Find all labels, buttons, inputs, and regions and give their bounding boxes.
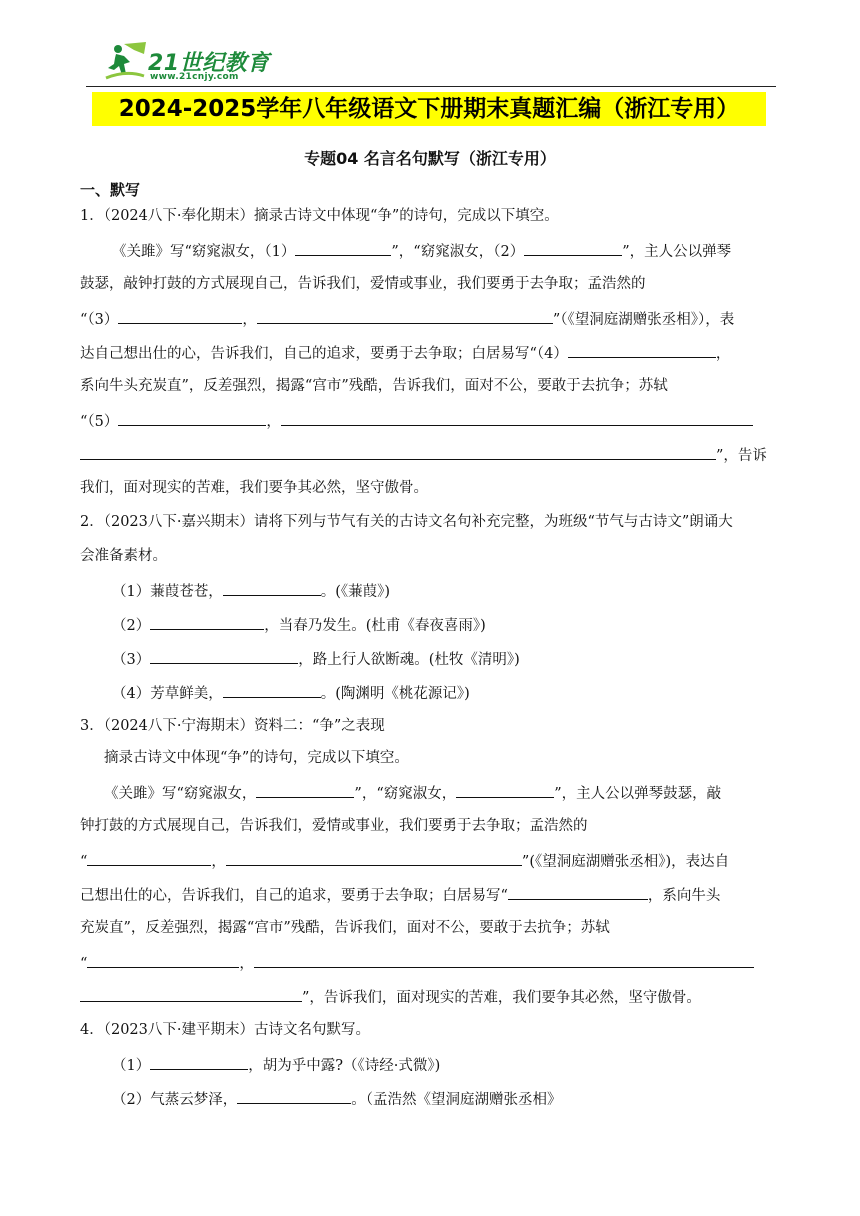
q1-text: ， [266, 414, 281, 430]
q1-line7 [80, 444, 767, 466]
q1-text: “（3） [80, 312, 119, 328]
q2-text: （1）蒹葭苍苍， [112, 584, 223, 600]
q1-text: ， [242, 312, 257, 328]
q3-line4 [80, 884, 720, 906]
q3-text: ”，主人公以弹琴鼓瑟，敲 [554, 786, 722, 802]
q1-head: 1．（2024八下·奉化期末）摘录古诗文中体现“争”的诗句，完成以下填空。 [80, 208, 559, 224]
q3-text: ”(《望洞庭湖赠张丞相》)，表达自 [521, 854, 730, 870]
q4-text: （2）气蒸云梦泽， [112, 1092, 238, 1108]
q3-text: “ [80, 956, 88, 972]
q3-text: ”，“窈窕淑女， [354, 786, 457, 802]
q2-item2 [112, 614, 486, 636]
fill-blank[interactable] [118, 308, 242, 324]
fill-blank[interactable] [118, 410, 266, 426]
fill-blank[interactable] [254, 952, 754, 968]
q1-text: ”（《望洞庭湖赠张丞相》），表 [552, 312, 735, 328]
q2-head: 2．（2023八下·嘉兴期末）请将下列与节气有关的古诗文名句补充完整，为班级“节气与古诗文”朗诵大 [80, 514, 733, 530]
q3-line7 [80, 986, 701, 1008]
logo-url: www.21cnjy.com [150, 72, 239, 82]
q4-item2 [112, 1088, 561, 1110]
fill-blank[interactable] [223, 682, 321, 698]
q3-text: 己想出仕的心，告诉我们，自己的追求，要勇于去争取；白居易写“ [80, 888, 508, 904]
q3-line2: 钟打鼓的方式展现自己，告诉我们，爱情或事业，我们要勇于去争取；孟浩然的 [80, 818, 588, 834]
q1-line1 [112, 240, 731, 262]
fill-blank[interactable] [150, 614, 264, 630]
q3-text: 《关雎》写“窈窕淑女， [104, 786, 257, 802]
q3-intro: 摘录古诗文中体现“争”的诗句，完成以下填空。 [104, 750, 409, 766]
q2-text: 。(《蒹葭》) [320, 584, 391, 600]
fill-blank[interactable] [568, 342, 716, 358]
q3-line3 [80, 850, 729, 872]
sub-title: 专题04 名言名句默写（浙江专用） [304, 149, 556, 168]
logo [104, 40, 274, 86]
fill-blank[interactable] [87, 952, 239, 968]
q1-line3 [80, 308, 734, 330]
q3-text: “ [80, 854, 88, 870]
fill-blank[interactable] [456, 782, 554, 798]
q3-line6 [80, 952, 754, 974]
q1-text: ， [715, 346, 731, 362]
q1-text: ”，“窈窕淑女，（2） [391, 244, 525, 260]
fill-blank[interactable] [257, 308, 553, 324]
q1-line4 [80, 342, 730, 364]
q4-text: （1） [112, 1058, 151, 1074]
fill-blank[interactable] [237, 1088, 351, 1104]
q1-line8: 我们，面对现实的苦难，我们要争其必然，坚守傲骨。 [80, 480, 428, 496]
header-divider [86, 86, 776, 87]
fill-blank[interactable] [226, 850, 522, 866]
q2-text: （2） [112, 618, 151, 634]
q1-line6 [80, 410, 753, 432]
q3-text: ， [211, 854, 226, 870]
q2-item4 [112, 682, 470, 704]
q2-text: 。(陶渊明《桃花源记》) [320, 686, 470, 702]
fill-blank[interactable] [508, 884, 648, 900]
fill-blank[interactable] [80, 444, 716, 460]
runner-icon [104, 40, 148, 84]
q1-line2: 鼓瑟，敲钟打鼓的方式展现自己，告诉我们，爱情或事业，我们要勇于去争取；孟浩然的 [80, 276, 646, 292]
q1-text: “（5） [80, 414, 119, 430]
fill-blank[interactable] [524, 240, 622, 256]
q4-head: 4．（2023八下·建平期末）古诗文名句默写。 [80, 1022, 370, 1038]
q3-text: ，系向牛头 [647, 888, 721, 904]
q1-text: 达自己想出仕的心，告诉我们，自己的追求，要勇于去争取；白居易写“（4） [80, 346, 568, 362]
q3-text: ， [239, 956, 254, 972]
main-title: 2024-2025学年八年级语文下册期末真题汇编（浙江专用） [92, 92, 766, 126]
fill-blank[interactable] [87, 850, 211, 866]
logo-text: 世纪教育 [179, 51, 270, 76]
fill-blank[interactable] [281, 410, 753, 426]
q3-line1 [104, 782, 721, 804]
fill-blank[interactable] [295, 240, 391, 256]
q1-text: ”，告诉 [716, 448, 767, 464]
q3-text: ”，告诉我们，面对现实的苦难，我们要争其必然，坚守傲骨。 [302, 990, 701, 1006]
q1-text: ”，主人公以弹琴 [622, 244, 732, 260]
q2-text: （4）芳草鲜美， [112, 686, 223, 702]
logo-number: 21 [148, 51, 180, 76]
q2-head-cont: 会准备素材。 [80, 548, 167, 564]
q4-item1 [112, 1054, 440, 1076]
q2-text: （3） [112, 652, 151, 668]
fill-blank[interactable] [80, 986, 302, 1002]
fill-blank[interactable] [223, 580, 321, 596]
q2-text: ，当春乃发生。(杜甫《春夜喜雨》) [264, 618, 486, 634]
fill-blank[interactable] [150, 648, 298, 664]
q2-item1 [112, 580, 390, 602]
q3-head: 3．（2024八下·宁海期末）资料二：“争”之表现 [80, 718, 385, 734]
q4-text: 。（孟浩然《望洞庭湖赠张丞相》 [351, 1092, 562, 1108]
fill-blank[interactable] [150, 1054, 248, 1070]
q2-item3 [112, 648, 520, 670]
q3-line5: 充炭直”，反差强烈，揭露“宫市”残酷，告诉我们，面对不公，要敢于去抗争；苏轼 [80, 920, 610, 936]
q1-text: 《关雎》写“窈窕淑女，（1） [112, 244, 296, 260]
fill-blank[interactable] [256, 782, 354, 798]
q1-line5: 系向牛头充炭直”，反差强烈，揭露“宫市”残酷，告诉我们，面对不公，要敢于去抗争；苏轼 [80, 378, 668, 394]
q4-text: ，胡为乎中露?（《诗经·式微》) [248, 1058, 441, 1074]
q2-text: ，路上行人欲断魂。(杜牧《清明》) [298, 652, 520, 668]
section-heading: 一、默写 [80, 181, 141, 199]
